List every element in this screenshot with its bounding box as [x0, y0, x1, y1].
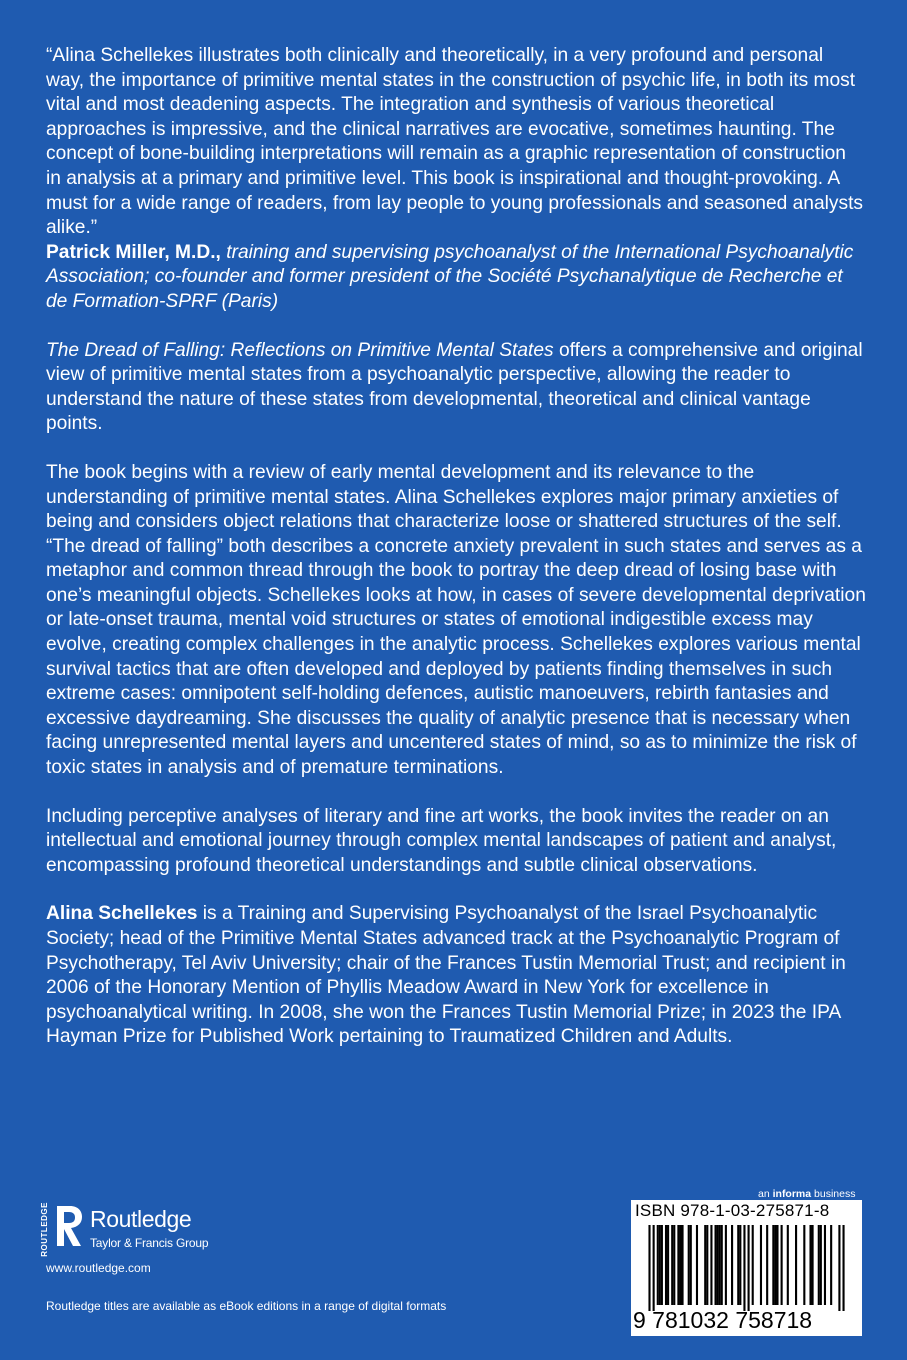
- barcode-bar: [690, 1225, 692, 1305]
- endorser-affiliation: training and supervising psychoanalyst of the International Psychoanalytic Association; co-founder and former president of the Société Psychanalytique de Recherche et de Formation-SPRF (Paris): [46, 241, 854, 312]
- barcode-bar: [679, 1225, 681, 1305]
- barcode-bar: [681, 1225, 683, 1305]
- barcode-bar: [721, 1225, 723, 1305]
- barcode-bar: [719, 1225, 721, 1305]
- barcode-bar: [673, 1225, 675, 1305]
- routledge-logo: [40, 1202, 270, 1262]
- barcode-bar: [772, 1225, 774, 1305]
- barcode: [631, 1200, 862, 1336]
- informa-tagline: an informa business: [758, 1188, 856, 1200]
- barcode-bar: [743, 1225, 745, 1311]
- barcode-bar: [706, 1225, 708, 1305]
- barcode-bar: [696, 1225, 698, 1305]
- barcode-bar: [737, 1225, 739, 1305]
- barcode-bar: [659, 1225, 661, 1305]
- endorser-name: Patrick Miller, M.D.,: [46, 241, 221, 263]
- barcode-bar: [824, 1225, 826, 1305]
- barcode-bar: [715, 1225, 717, 1305]
- publisher-url[interactable]: www.routledge.com: [46, 1261, 151, 1275]
- endorsement-attribution: [46, 241, 866, 315]
- barcode-bar: [671, 1225, 673, 1305]
- barcode-bar: [818, 1225, 820, 1305]
- barcode-bar: [812, 1225, 814, 1305]
- barcode-bar: [760, 1225, 762, 1305]
- barcode-bar: [781, 1225, 783, 1305]
- barcode-bar: [725, 1225, 727, 1305]
- description-paragraph-3: Including perceptive analyses of literary and fine art works, the book invites the reader on an intellectual and emotional journey through complex mental landscapes of patient and analyst, encompassing profound theoretical understandings and subtle clinical observations.: [46, 805, 837, 876]
- barcode-bar: [739, 1225, 741, 1305]
- barcode-bar: [842, 1225, 844, 1311]
- barcode-bar: [803, 1225, 805, 1305]
- barcode-bars: [634, 1225, 859, 1311]
- barcode-bar: [748, 1225, 750, 1311]
- back-cover-text: [46, 44, 866, 1050]
- isbn-label: ISBN 978-1-03-275871-8: [635, 1201, 830, 1220]
- routledge-side-text: ROUTLEDGE: [40, 1202, 49, 1257]
- barcode-bar: [648, 1225, 650, 1311]
- barcode-bar: [820, 1225, 822, 1305]
- description-paragraph-2: The book begins with a review of early mental development and its relevance to the understanding of primitive mental states. Alina Schellekes explores major primary anxieties of being and considers object relations that characterize loose or shattered structures of the self. “The dread of falling” both describes a concrete anxiety prevalent in such states and serves as a metaphor and common thread through the book to portray the deep dread of losing base with one’s meaningful objects. Schellekes looks at how, in cases of severe developmental deprivation or late-onset trauma, mental void structures or states of emotional indigestible excess may evolve, creating complex challenges in the analytic process. Schellekes explores various mental survival tactics that are often developed and deployed by patients finding themselves in such extreme cases: omnipotent self-holding defences, autistic manoeuvers, rebirth fantasies and excessive daydreaming. She discusses the quality of analytic presence that is necessary when facing unrepresented mental layers and uncentered states of mind, so as to minimize the risk of toxic states in analysis and of premature terminations.: [46, 461, 866, 779]
- author-bio-text: is a Training and Supervising Psychoanalyst of the Israel Psychoanalytic Society; head of the Primitive Mental States advanced track at the Psychoanalytic Program of Psychotherapy, Tel Aviv University; chair of the Frances Tustin Memorial Trust; and recipient in 2006 of the Honorary Mention of Phyllis Meadow Award in New York for excellence in psychoanalytical writing. In 2008, she won the Frances Tustin Memorial Prize; in 2023 the IPA Hayman Prize for Published Work pertaining to Traumatized Children and Adults.: [46, 903, 846, 1048]
- barcode-bar: [830, 1225, 832, 1305]
- author-name: Alina Schellekes: [46, 903, 198, 925]
- barcode-bar: [752, 1225, 754, 1305]
- barcode-digits: 9 781032 758718: [633, 1307, 813, 1333]
- publisher-group: Taylor & Francis Group: [90, 1236, 209, 1250]
- barcode-bar: [776, 1225, 778, 1305]
- barcode-bar: [731, 1225, 733, 1305]
- barcode-bar: [667, 1225, 669, 1305]
- barcode-bar: [795, 1225, 797, 1305]
- publisher-name: Routledge: [90, 1206, 192, 1232]
- barcode-bar: [809, 1225, 811, 1305]
- barcode-bar: [710, 1225, 712, 1305]
- barcode-bar: [704, 1225, 706, 1305]
- book-title: The Dread of Falling: Reflections on Primitive Mental States: [46, 339, 554, 361]
- endorsement-quote: “Alina Schellekes illustrates both clinically and theoretically, in a very profound and personal way, the importance of primitive mental states in the construction of psychic life, in both its most vital and most deadening aspects. The integration and synthesis of various theoretical approaches is impressive, and the clinical narratives are evocative, sometimes haunting. The concept of bone-building interpretations will remain as a graphic representation of construction in analysis at a primary and primitive level. This book is inspirational and thought-provoking. A must for a wide range of readers, from lay people to young professionals and seasoned analysts alike.”: [46, 45, 864, 239]
- barcode-bar: [766, 1225, 768, 1305]
- barcode-bar: [665, 1225, 667, 1305]
- barcode-bar: [787, 1225, 789, 1305]
- barcode-bar: [677, 1225, 679, 1305]
- description-intro: [46, 339, 866, 437]
- description-intro-text: offers a comprehensive and original view of primitive mental states from a psychoanalytic perspective, allowing the reader to understand the nature of these states from developmental, theoretical and clinical vantage points.: [46, 339, 863, 435]
- ebook-note: Routledge titles are available as eBook editions in a range of digital formats: [46, 1299, 447, 1313]
- barcode-bar: [661, 1225, 663, 1305]
- barcode-bar: [774, 1225, 776, 1305]
- barcode-bar: [688, 1225, 690, 1305]
- barcode-bar: [717, 1225, 719, 1305]
- barcode-bar: [653, 1225, 655, 1311]
- barcode-bar: [657, 1225, 659, 1305]
- barcode-bar: [838, 1225, 840, 1311]
- author-bio: [46, 902, 866, 1050]
- routledge-r-icon: [54, 1204, 84, 1248]
